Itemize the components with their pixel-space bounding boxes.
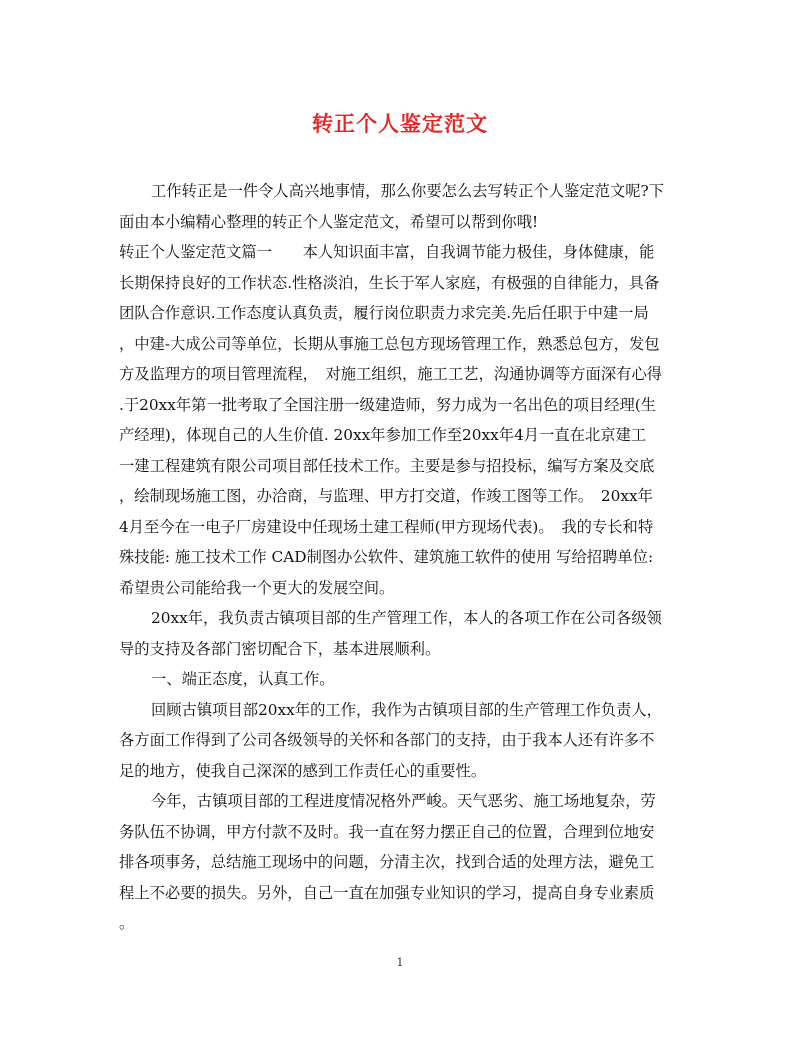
text-line: 足的地方，使我自己深深的感到工作责任心的重要性。 xyxy=(119,761,487,780)
text-line: .于20xx年第一批考取了全国注册一级建造师，努力成为一名出色的项目经理(生 xyxy=(119,395,657,414)
text-line: 回顾古镇项目部20xx年的工作，我作为古镇项目部的生产管理工作负责人， xyxy=(151,700,662,719)
document-title: 转正个人鉴定范文 xyxy=(312,111,488,136)
text-line: 团队合作意识.工作态度认真负责，履行岗位职责力求完美.先后任职于中建一局 xyxy=(119,304,649,322)
text-line: 希望贵公司能给我一个更大的发展空间。 xyxy=(119,578,395,597)
text-line: ，绘制现场施工图，办洽商，与监理、甲方打交道，作竣工图等工作。 20xx年 xyxy=(119,487,653,505)
text-line: 20xx年，我负责古镇项目部的生产管理工作，本人的各项工作在公司各级领 xyxy=(151,609,662,627)
text-line: 殊技能: 施工技术工作 CAD制图办公软件、建筑施工软件的使用 写给招聘单位: xyxy=(119,548,654,566)
text-line: 长期保持良好的工作状态.性格淡泊，生长于军人家庭，有极强的自律能力，具备 xyxy=(119,273,660,292)
text-line: 务队伍不协调，甲方付款不及时。我一直在努力摆正自己的位置，合理到位地安 xyxy=(119,822,655,841)
text-line: 面由本小编精心整理的转正个人鉴定范文，希望可以帮到你哦! xyxy=(119,212,539,231)
text-line: 排各项事务，总结施工现场中的问题，分清主次，找到合适的处理方法，避免工 xyxy=(119,853,655,871)
text-line: 产经理)，体现自己的人生价值. 20xx年参加工作至20xx年4月一直在北京建工 xyxy=(119,426,647,444)
text-line: 。 xyxy=(119,914,135,932)
text-line: ，中建-大成公司等单位，长期从事施工总包方现场管理工作，熟悉总包方，发包 xyxy=(119,334,660,353)
text-line: 方及监理方的项目管理流程， 对施工组织，施工工艺，沟通协调等方面深有心得 xyxy=(119,365,663,383)
document-body xyxy=(119,176,681,939)
text-line: 转正个人鉴定范文篇一 本人知识面丰富，自我调节能力极佳，身体健康，能 xyxy=(119,243,655,261)
text-line: 4月至今在一电子厂房建设中任现场土建工程师(甲方现场代表)。 我的专长和特 xyxy=(119,517,654,536)
text-line: 一、端正态度，认真工作。 xyxy=(151,670,335,688)
text-line: 今年，古镇项目部的工程进度情况格外严峻。天气恶劣、施工场地复杂，劳 xyxy=(151,792,656,810)
page-number: 1 xyxy=(396,956,404,969)
text-line: 程上不必要的损失。另外，自己一直在加强专业知识的学习，提高自身专业素质 xyxy=(119,883,655,902)
text-line: 各方面工作得到了公司各级领导的关怀和各部门的支持，由于我本人还有许多不 xyxy=(119,731,655,749)
text-line: 导的支持及各部门密切配合下，基本进展顺利。 xyxy=(119,639,441,658)
text-line: 工作转正是一件令人高兴地事情，那么你要怎么去写转正个人鉴定范文呢?下 xyxy=(151,182,665,200)
text-line: 一建工程建筑有限公司项目部任技术工作。主要是参与招投标，编写方案及交底 xyxy=(119,456,655,475)
